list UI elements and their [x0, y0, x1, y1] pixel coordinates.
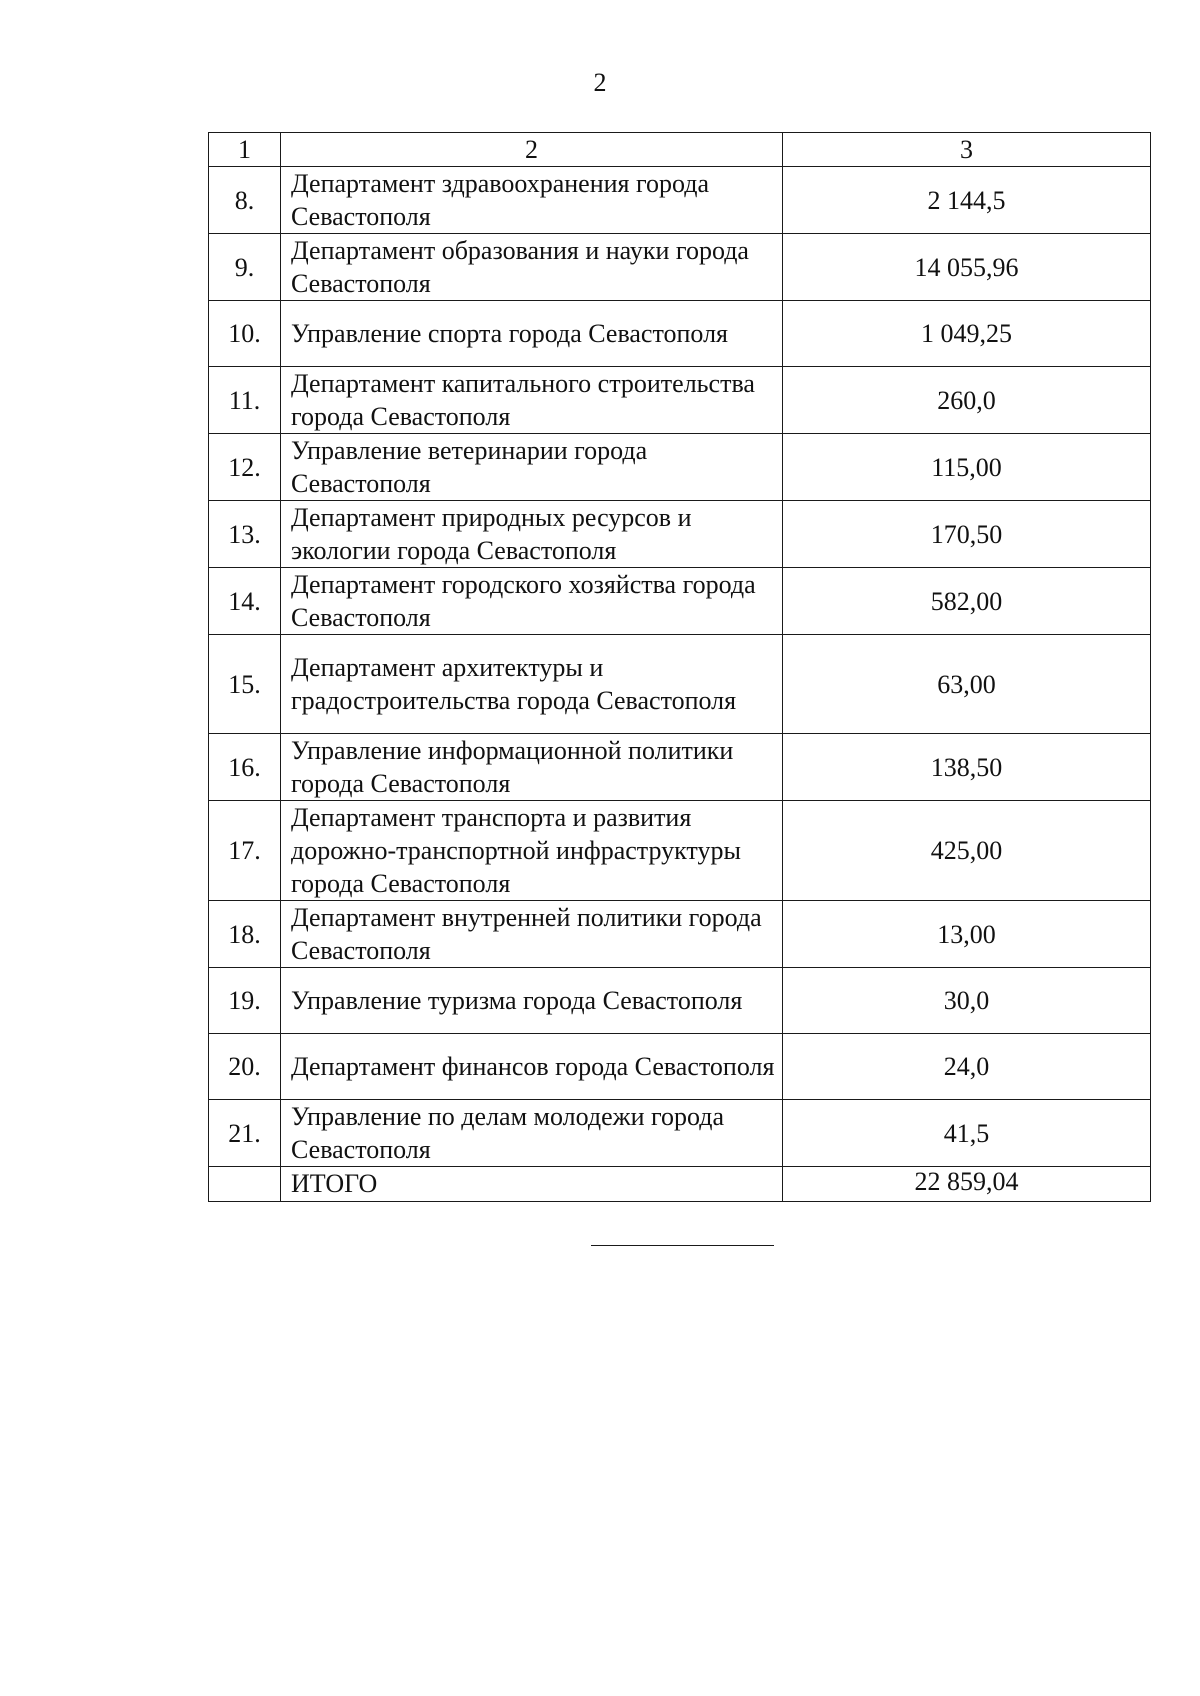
- department-name: Департамент финансов города Севастополя: [281, 1034, 783, 1100]
- table-row: [209, 734, 1151, 801]
- amount-value: 260,0: [783, 367, 1151, 434]
- table-row: [209, 501, 1151, 568]
- row-number: 20.: [209, 1034, 281, 1100]
- department-name: Управление ветеринарии города Севастополя: [281, 434, 783, 501]
- amount-value: 14 055,96: [783, 234, 1151, 301]
- row-number: 18.: [209, 901, 281, 968]
- table-row: [209, 635, 1151, 734]
- column-header-number: 1: [209, 133, 281, 167]
- amount-value: 2 144,5: [783, 167, 1151, 234]
- row-number: 10.: [209, 301, 281, 367]
- department-name: Департамент капитального строительства города Севастополя: [281, 367, 783, 434]
- column-header-name: 2: [281, 133, 783, 167]
- amount-value: 115,00: [783, 434, 1151, 501]
- department-name: Департамент здравоохранения города Севастополя: [281, 167, 783, 234]
- amount-value: 138,50: [783, 734, 1151, 801]
- amount-value: 24,0: [783, 1034, 1151, 1100]
- department-name: Управление информационной политики города Севастополя: [281, 734, 783, 801]
- row-number: 21.: [209, 1100, 281, 1167]
- department-name: Департамент транспорта и развития дорожно-транспортной инфраструктуры города Севастополя: [281, 801, 783, 901]
- department-name: Управление спорта города Севастополя: [281, 301, 783, 367]
- table-row: [209, 968, 1151, 1034]
- column-header-value: 3: [783, 133, 1151, 167]
- department-name: Департамент городского хозяйства города Севастополя: [281, 568, 783, 635]
- row-number: 16.: [209, 734, 281, 801]
- department-name: Департамент образования и науки города Севастополя: [281, 234, 783, 301]
- table-row: [209, 367, 1151, 434]
- row-number: 14.: [209, 568, 281, 635]
- closing-rule: [591, 1245, 774, 1246]
- department-name: Управление туризма города Севастополя: [281, 968, 783, 1034]
- department-name: Департамент природных ресурсов и экологии города Севастополя: [281, 501, 783, 568]
- amount-value: 170,50: [783, 501, 1151, 568]
- amount-value: 13,00: [783, 901, 1151, 968]
- table-row: [209, 801, 1151, 901]
- table-row: [209, 901, 1151, 968]
- table-row: [209, 167, 1151, 234]
- row-number: 8.: [209, 167, 281, 234]
- page-number: 2: [593, 68, 607, 97]
- amount-value: 425,00: [783, 801, 1151, 901]
- amount-value: 30,0: [783, 968, 1151, 1034]
- total-value: 22 859,04: [783, 1167, 1151, 1202]
- table-row: [209, 234, 1151, 301]
- row-number: 19.: [209, 968, 281, 1034]
- row-number: 13.: [209, 501, 281, 568]
- row-number: 9.: [209, 234, 281, 301]
- amount-value: 582,00: [783, 568, 1151, 635]
- table-row: [209, 301, 1151, 367]
- row-number: 17.: [209, 801, 281, 901]
- total-row-number: [209, 1167, 281, 1202]
- table-row: [209, 1100, 1151, 1167]
- total-row: [209, 1167, 1151, 1202]
- table-header-row: [209, 133, 1151, 167]
- department-name: Департамент архитектуры и градостроительства города Севастополя: [281, 635, 783, 734]
- amount-value: 1 049,25: [783, 301, 1151, 367]
- row-number: 11.: [209, 367, 281, 434]
- table-row: [209, 568, 1151, 635]
- department-name: Департамент внутренней политики города Севастополя: [281, 901, 783, 968]
- amount-value: 41,5: [783, 1100, 1151, 1167]
- row-number: 12.: [209, 434, 281, 501]
- table-row: [209, 434, 1151, 501]
- budget-table: [208, 132, 1151, 1202]
- amount-value: 63,00: [783, 635, 1151, 734]
- department-name: Управление по делам молодежи города Севастополя: [281, 1100, 783, 1167]
- total-label: ИТОГО: [281, 1167, 783, 1202]
- row-number: 15.: [209, 635, 281, 734]
- table-row: [209, 1034, 1151, 1100]
